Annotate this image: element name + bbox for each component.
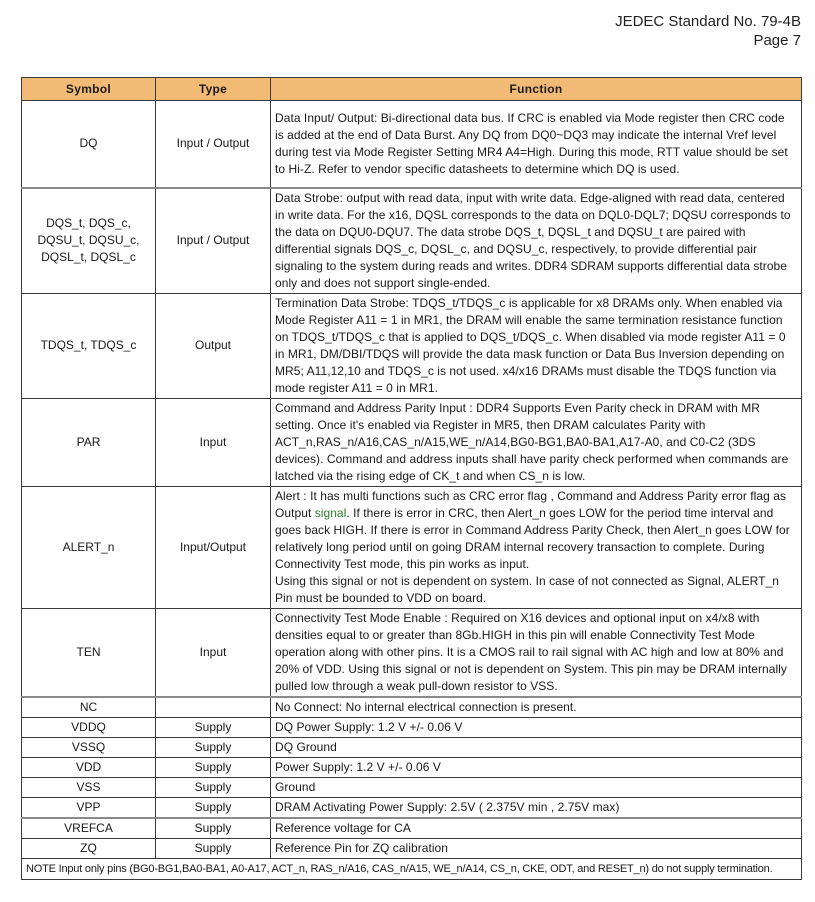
page-header — [615, 12, 801, 50]
type-cell: Input / Output — [156, 101, 271, 188]
function-cell: Data Strobe: output with read data, input with write data. Edge-aligned with read data, centered in write data. For the x16, DQSL corresponds to the data on DQL0-DQL7; DQSU corresponds to the data on DQU0-DQU7. The data strobe DQS_t, DQSL_t and DQSU_t are paired with differential signals DQS_c, DQSL_c, and DQSU_c, respectively, to provide differential pair signaling to the system during reads and writes. DDR4 SDRAM supports differential data strobe only and does not support single-ended. — [271, 188, 802, 294]
symbol-cell: NC — [22, 697, 156, 718]
symbol-cell: VDDQ — [22, 717, 156, 737]
symbol-cell: VSSQ — [22, 737, 156, 757]
symbol-cell: DQ — [22, 101, 156, 188]
type-cell — [156, 697, 271, 718]
type-cell: Supply — [156, 838, 271, 858]
table-row — [22, 608, 802, 697]
table-row — [22, 838, 802, 858]
symbol-cell: TEN — [22, 608, 156, 697]
type-cell: Supply — [156, 797, 271, 818]
table-row — [22, 717, 802, 737]
table-note: NOTE Input only pins (BG0-BG1,BA0-BA1, A0-A17, ACT_n, RAS_n/A16, CAS_n/A15, WE_n/A14, CS_n, CKE, ODT, and RESET_n) do not supply termination. — [22, 858, 802, 879]
symbol-cell: ALERT_n — [22, 486, 156, 608]
function-cell: DQ Power Supply: 1.2 V +/- 0.06 V — [271, 717, 802, 737]
table-row — [22, 737, 802, 757]
header-symbol: Symbol — [22, 78, 156, 101]
table-note-row — [22, 858, 802, 879]
function-cell: No Connect: No internal electrical connection is present. — [271, 697, 802, 718]
highlighted-word: signal — [314, 505, 347, 520]
symbol-cell: VDD — [22, 757, 156, 777]
symbol-cell: TDQS_t, TDQS_c — [22, 293, 156, 398]
symbol-cell: VPP — [22, 797, 156, 818]
table-header-row — [22, 78, 802, 101]
table-row — [22, 818, 802, 839]
symbol-cell: VSS — [22, 777, 156, 797]
type-cell: Output — [156, 293, 271, 398]
function-cell: DRAM Activating Power Supply: 2.5V ( 2.375V min , 2.75V max) — [271, 797, 802, 818]
type-cell: Input — [156, 608, 271, 697]
function-text: Using this signal or not is dependent on system. In case of not connected as Signal, ALERT_n Pin must be bounded to VDD on board. — [275, 573, 780, 605]
symbol-cell: PAR — [22, 398, 156, 486]
function-cell: DQ Ground — [271, 737, 802, 757]
type-cell: Input — [156, 398, 271, 486]
type-cell: Supply — [156, 757, 271, 777]
table-row — [22, 486, 802, 608]
symbol-cell: ZQ — [22, 838, 156, 858]
function-cell: Connectivity Test Mode Enable : Required on X16 devices and optional input on x4/x8 with densities equal to or greater than 8Gb.HIGH in this pin will enable Connectivity Test Mode operation along with other pins. It is a CMOS rail to rail signal with AC high and low at 80% and 20% of VDD. Using this signal or not is dependent on System. This pin may be DRAM internally pulled low through a weak pull-down resistor to VSS. — [271, 608, 802, 697]
table-row — [22, 101, 802, 188]
type-cell: Input / Output — [156, 188, 271, 294]
type-cell: Supply — [156, 717, 271, 737]
function-cell: Data Input/ Output: Bi-directional data bus. If CRC is enabled via Mode register then CRC code is added at the end of Data Burst. Any DQ from DQ0~DQ3 may indicate the internal Vref level during test via Mode Register Setting MR4 A4=High. During this mode, RTT value should be set to Hi-Z. Refer to vendor specific datasheets to determine which DQ is used. — [271, 101, 802, 188]
table-row — [22, 697, 802, 718]
table-row — [22, 398, 802, 486]
table-row — [22, 293, 802, 398]
symbol-cell: DQS_t, DQS_c, DQSU_t, DQSU_c, DQSL_t, DQSL_c — [22, 188, 156, 294]
table-row — [22, 757, 802, 777]
type-cell: Supply — [156, 777, 271, 797]
function-cell: Reference Pin for ZQ calibration — [271, 838, 802, 858]
pin-description-table — [21, 77, 802, 880]
page-number: Page 7 — [753, 32, 801, 49]
header-type: Type — [156, 78, 271, 101]
type-cell: Supply — [156, 737, 271, 757]
standard-number: JEDEC Standard No. 79-4B — [615, 13, 801, 30]
type-cell: Input/Output — [156, 486, 271, 608]
table-row — [22, 188, 802, 294]
type-cell: Supply — [156, 818, 271, 839]
symbol-cell: VREFCA — [22, 818, 156, 839]
function-cell — [271, 486, 802, 608]
function-cell: Reference voltage for CA — [271, 818, 802, 839]
function-cell: Command and Address Parity Input : DDR4 Supports Even Parity check in DRAM with MR setting. Once it's enabled via Register in MR5, then DRAM calculates Parity with ACT_n,RAS_n/A16,CAS_n/A15,WE_n/A14,BG0-BG1,BA0-BA1,A17-A0, and C0-C2 (3DS devices). Command and address inputs shall have parity check performed when commands are latched via the rising edge of CK_t and when CS_n is low. — [271, 398, 802, 486]
table-row — [22, 777, 802, 797]
table-row — [22, 797, 802, 818]
function-text: . If there is error in CRC, then Alert_n goes LOW for the period time interval and goes back HIGH. If there is error in Command Address Parity Check, then Alert_n goes LOW for relatively long period until on going DRAM internal recovery transaction to complete. During Connectivity Test mode, this pin works as input. — [275, 505, 790, 571]
function-cell: Ground — [271, 777, 802, 797]
function-cell: Power Supply: 1.2 V +/- 0.06 V — [271, 757, 802, 777]
function-text: Alert : It has multi functions such as CRC error flag , Command and Address Parity error flag as Output — [275, 488, 787, 520]
header-function: Function — [271, 78, 802, 101]
function-cell: Termination Data Strobe: TDQS_t/TDQS_c is applicable for x8 DRAMs only. When enabled via Mode Register A11 = 1 in MR1, the DRAM will enable the same termination resistance function on TDQS_t/TDQS_c that is applied to DQS_t/DQS_c. When disabled via mode register A11 = 0 in MR1, DM/DBI/TDQS will provide the data mask function or Data Bus Inversion depending on MR5; A11,12,10 and TDQS_c is not used. x4/x16 DRAMs must disable the TDQS function via mode register A11 = 0 in MR1. — [271, 293, 802, 398]
